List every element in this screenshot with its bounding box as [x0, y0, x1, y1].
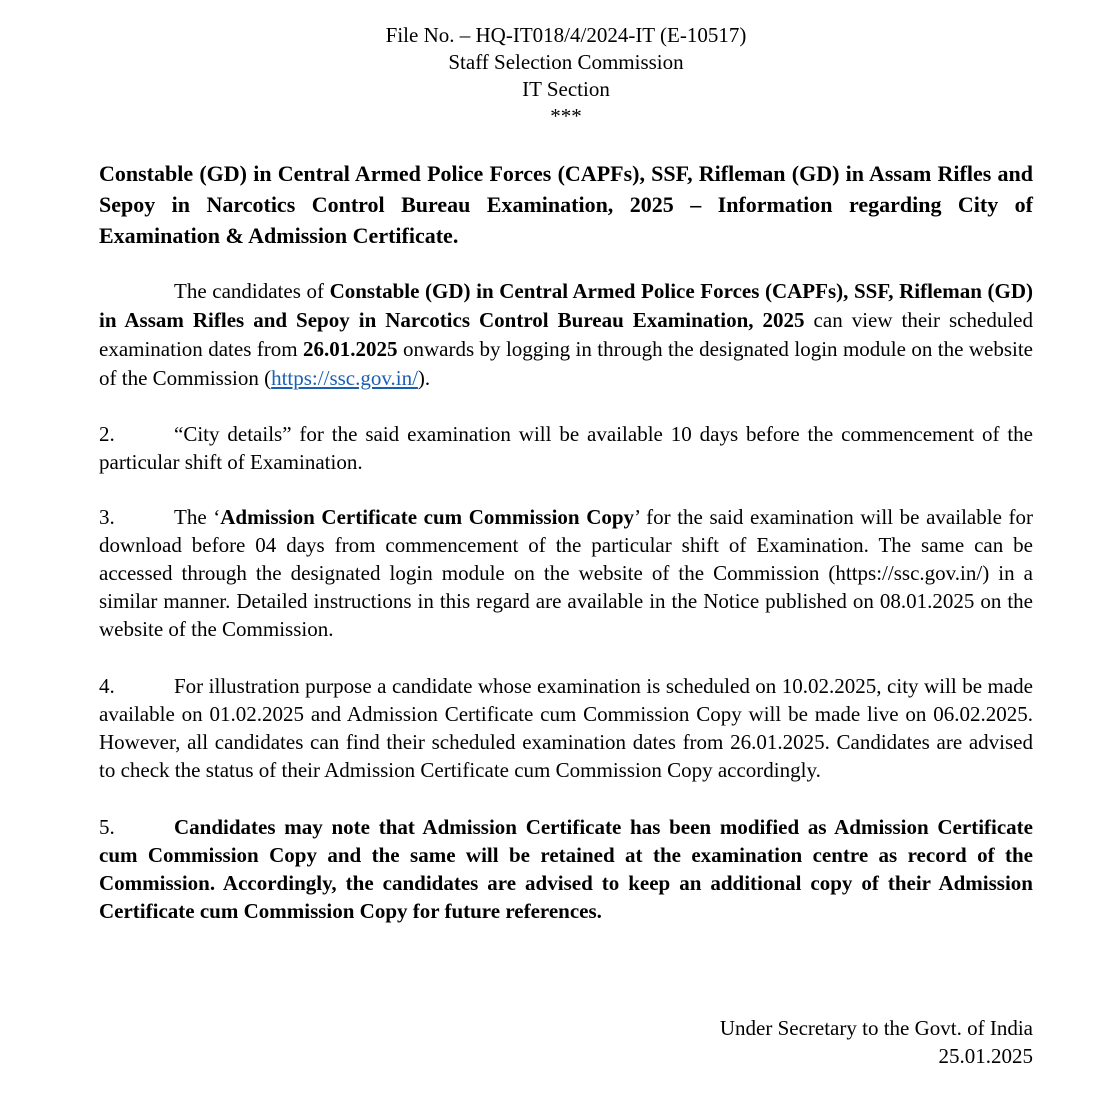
intro-mid: can view their scheduled examination dates from — [99, 308, 1033, 361]
notice-document — [99, 22, 1033, 925]
paragraph-2-text: “City details” for the said examination will be available 10 days before the commencement of the particular shift of Examination. — [99, 422, 1033, 474]
ssc-website-link[interactable]: https://ssc.gov.in/ — [271, 366, 418, 390]
paragraph-number: 4. — [99, 674, 115, 698]
section-name: IT Section — [522, 77, 610, 101]
paragraph-number: 5. — [99, 815, 115, 839]
file-number: File No. – HQ-IT018/4/2024-IT (E-10517) — [385, 23, 747, 47]
paragraph-3-bold: Admission Certificate cum Commission Copy — [220, 505, 635, 529]
organization-name: Staff Selection Commission — [448, 50, 684, 74]
signatory-designation: Under Secretary to the Govt. of India — [719, 1016, 1033, 1040]
paragraph-3-text: ’ for the said examination will be available for download before 04 days from commencement of the particular shift of Examination. The same can be accessed through the designated login module on the website of the Commission (https://ssc.gov.in/) in a similar manner. Detailed instructions in this regard are available in the Notice published on 08.01.2025 on the website of the Commission. — [99, 505, 1033, 641]
paragraph-3-lead: The ‘ — [174, 505, 221, 529]
intro-tail: onwards by logging in through the designated login module on the website of the Commission ( — [99, 337, 1034, 390]
document-header — [99, 22, 1033, 130]
paragraph-2 — [99, 420, 1033, 476]
intro-exam-name: Constable (GD) in Central Armed Police Forces (CAPFs), SSF, Rifleman (GD) in Assam Rifles and Sepoy in Narcotics Control Bureau Examination, 2025 — [99, 279, 1033, 332]
signature-date: 25.01.2025 — [938, 1044, 1033, 1068]
paragraph-number: 2. — [99, 422, 115, 446]
paragraph-5-text: Candidates may note that Admission Certificate has been modified as Admission Certificate cum Commission Copy and the same will be retained at the examination centre as record of the Commission. Accordingly, the candidates are advised to keep an additional copy of their Admission Certificate cum Commission Copy for future references. — [99, 815, 1033, 923]
intro-end: ). — [417, 366, 431, 390]
intro-lead: The candidates of — [174, 279, 330, 303]
intro-date: 26.01.2025 — [303, 337, 398, 361]
paragraph-5 — [99, 813, 1033, 925]
paragraph-3 — [99, 503, 1033, 643]
paragraph-4 — [99, 672, 1033, 784]
notice-subject: Constable (GD) in Central Armed Police Forces (CAPFs), SSF, Rifleman (GD) in Assam Rifles and Sepoy in Narcotics Control Bureau Examination, 2025 – Information regarding City of Examination & Admission Certificate. — [99, 161, 1033, 248]
paragraph-4-text: For illustration purpose a candidate whose examination is scheduled on 10.02.2025, city will be made available on 01.02.2025 and Admission Certificate cum Commission Copy will be made live on 06.02.2025. However, all candidates can find their scheduled examination dates from 26.01.2025. Candidates are advised to check the status of their Admission Certificate cum Commission Copy accordingly. — [99, 674, 1033, 782]
header-separator: *** — [550, 104, 582, 128]
intro-paragraph — [99, 277, 1033, 393]
paragraph-number: 3. — [99, 505, 115, 529]
signature-block — [720, 1014, 1033, 1070]
